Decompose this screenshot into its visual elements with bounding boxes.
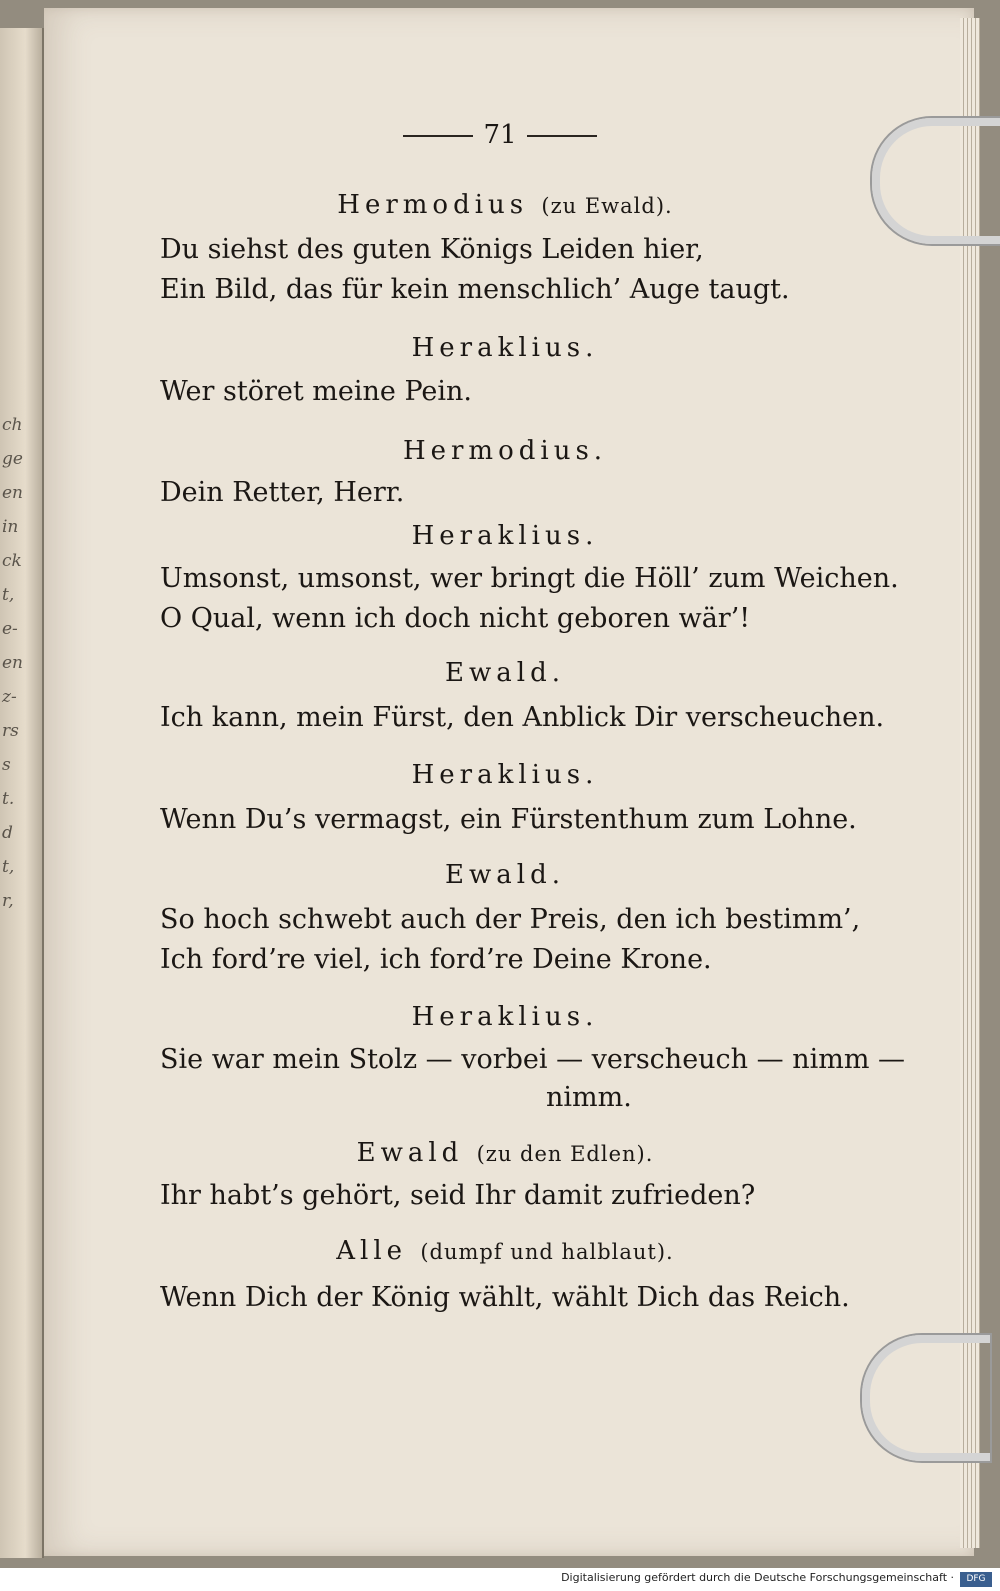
margin-fragment: z- xyxy=(2,687,17,707)
verse-line: Wenn Dich der König wählt, wählt Dich das Reich. xyxy=(160,1282,850,1313)
verse-line: Ein Bild, das für kein menschlich’ Auge taugt. xyxy=(160,274,790,305)
margin-fragment: ck xyxy=(2,551,22,571)
margin-fragment: r, xyxy=(2,891,14,911)
speaker-name: Heraklius. xyxy=(411,333,599,363)
verse-line: Du siehst des guten Königs Leiden hier, xyxy=(160,234,704,265)
verse-line: Sie war mein Stolz — vorbei — verscheuch — nimm — xyxy=(160,1044,906,1075)
speaker-name: Heraklius. xyxy=(411,1002,599,1032)
verse-line: Ihr habt’s gehört, seid Ihr damit zufrieden? xyxy=(160,1180,756,1211)
margin-fragment: ge xyxy=(2,449,23,469)
speaker-name: Hermodius. xyxy=(402,436,608,466)
speaker-heading xyxy=(160,1236,850,1266)
margin-fragment: ch xyxy=(2,415,23,435)
page-number-rule-right xyxy=(527,135,597,137)
verse-line: So hoch schwebt auch der Preis, den ich bestimm’, xyxy=(160,904,861,935)
speaker-name: Ewald. xyxy=(445,658,565,688)
margin-fragment: rs xyxy=(2,721,19,741)
speaker-heading xyxy=(160,436,850,466)
verse-line: Wenn Du’s vermagst, ein Fürstenthum zum Lohne. xyxy=(160,804,857,835)
speaker-heading xyxy=(160,658,850,688)
margin-fragment: in xyxy=(2,517,19,537)
verse-line: Umsonst, umsonst, wer bringt die Höll’ zum Weichen. xyxy=(160,563,899,594)
speaker-name: Hermodius xyxy=(337,190,529,220)
margin-fragment: en xyxy=(2,483,24,503)
dfg-logo: DFG xyxy=(960,1572,992,1587)
page-number-rule-left xyxy=(403,135,473,137)
speaker-name: Heraklius. xyxy=(411,521,599,551)
page-number xyxy=(0,120,1000,150)
margin-fragment: en xyxy=(2,653,24,673)
margin-fragment: s xyxy=(2,755,11,775)
speaker-name: Ewald. xyxy=(445,860,565,890)
speaker-name: Alle xyxy=(336,1236,408,1266)
speaker-heading xyxy=(160,333,850,363)
speaker-heading xyxy=(160,760,850,790)
verse-line: Ich ford’re viel, ich ford’re Deine Krone. xyxy=(160,944,712,975)
speaker-name: Heraklius. xyxy=(411,760,599,790)
speaker-heading xyxy=(160,521,850,551)
verse-line: Dein Retter, Herr. xyxy=(160,477,405,508)
stage-direction: (zu den Edlen). xyxy=(476,1142,654,1166)
stage-direction: (zu Ewald). xyxy=(541,194,673,218)
verse-line: O Qual, wenn ich doch nicht geboren wär’! xyxy=(160,603,751,634)
margin-fragment: t, xyxy=(2,857,15,877)
margin-fragment: d xyxy=(2,823,13,843)
funding-notice: Digitalisierung gefördert durch die Deutsche Forschungsgemeinschaft · xyxy=(561,1571,954,1584)
verse-line-continuation: nimm. xyxy=(546,1082,632,1113)
speaker-name: Ewald xyxy=(356,1138,464,1168)
speaker-heading xyxy=(160,860,850,890)
speaker-heading xyxy=(160,190,850,220)
stage-direction: (dumpf und halblaut). xyxy=(420,1240,674,1264)
page-number-text: 71 xyxy=(483,120,517,150)
speaker-heading xyxy=(160,1138,850,1168)
speaker-heading xyxy=(160,1002,850,1032)
footer-bar xyxy=(0,1568,1000,1591)
margin-fragment: e- xyxy=(2,619,18,639)
verse-line: Wer störet meine Pein. xyxy=(160,376,473,407)
verse-line: Ich kann, mein Fürst, den Anblick Dir verscheuchen. xyxy=(160,702,885,733)
margin-fragment: t. xyxy=(2,789,15,809)
margin-fragment: t, xyxy=(2,585,15,605)
